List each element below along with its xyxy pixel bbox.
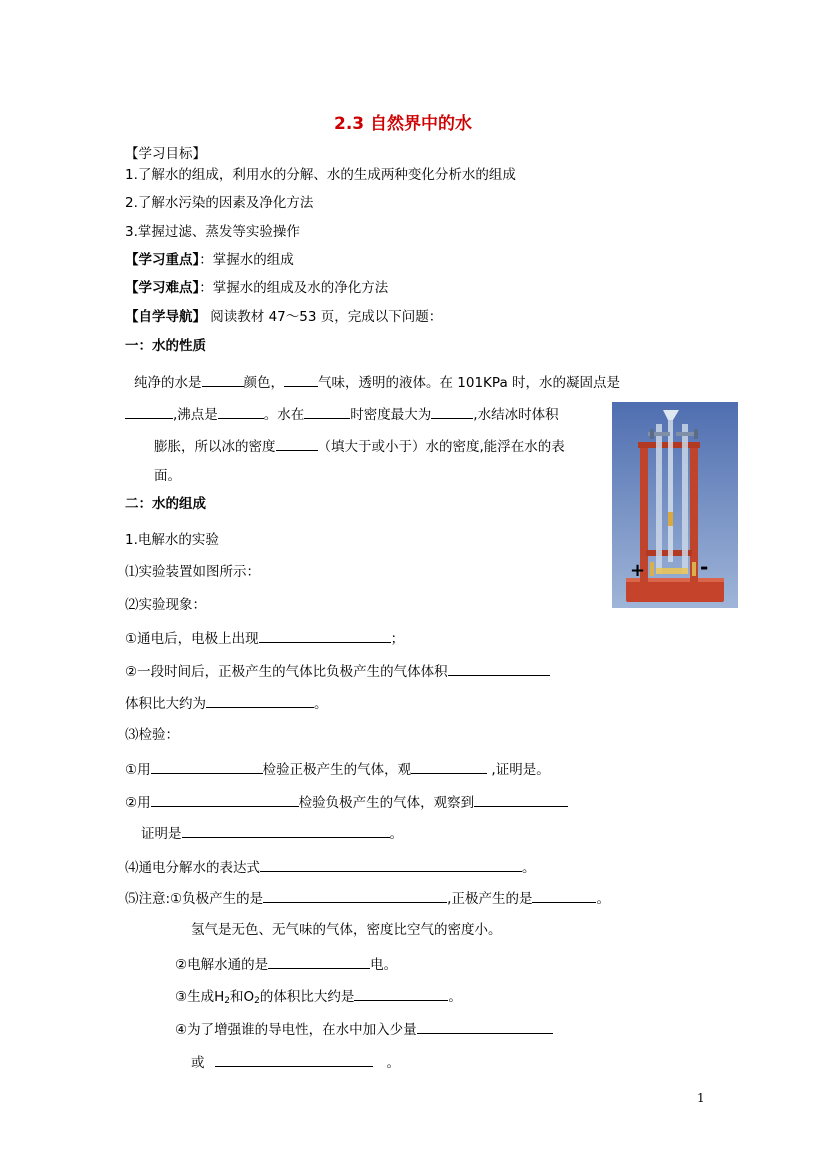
blank <box>260 857 522 872</box>
text: 。水在 <box>263 407 305 423</box>
subscript: 2 <box>254 996 260 1006</box>
glass-tube-left <box>656 424 662 574</box>
text: ,沸点是 <box>173 407 218 423</box>
test-positive <box>125 759 550 779</box>
positive-label: + <box>630 560 646 581</box>
text: 。 <box>314 696 328 712</box>
text: ④为了增强谁的导电性，在水中加入少量 <box>175 1022 417 1038</box>
text: 膨胀，所以冰的密度 <box>154 439 276 455</box>
page-title: 2.3 自然界中的水 <box>334 114 473 134</box>
key-point-line <box>125 251 294 269</box>
blank <box>268 954 370 969</box>
blank <box>431 404 473 419</box>
text: ⑸注意:①负极产生的是 <box>125 891 264 907</box>
valve-right <box>694 429 698 439</box>
text: 证明是 <box>141 826 182 842</box>
phenomenon-2 <box>125 661 550 681</box>
test-heading: ⑶检验： <box>125 727 179 743</box>
text: ⑷通电分解水的表达式 <box>125 860 260 876</box>
text: ,水结冰时体积 <box>473 407 559 423</box>
water-properties-line4: 面。 <box>154 468 181 484</box>
expression-line <box>125 857 536 877</box>
apparatus-caption: ⑴实验装置如图所示： <box>125 564 260 580</box>
text: 。 <box>389 826 403 842</box>
blank <box>448 661 550 676</box>
blank <box>284 372 318 387</box>
bottom-connector <box>656 568 688 574</box>
blank <box>215 1052 373 1067</box>
blank <box>151 792 299 807</box>
apparatus-base <box>626 580 724 602</box>
blank <box>259 628 391 643</box>
electrolysis-heading: 1.电解水的实验 <box>125 532 219 548</box>
phenomenon-2-ratio <box>125 693 328 713</box>
goals-heading: 【学习目标】 <box>125 146 206 162</box>
text: （填大于或小于）水的密度,能浮在水的表 <box>317 439 565 455</box>
electrode-right <box>692 562 696 576</box>
self-study-text: 阅读教材 47～53 页，完成以下问题： <box>206 309 443 325</box>
text: 的体积比大约是 <box>259 989 355 1005</box>
blank <box>151 759 263 774</box>
text: 时密度最大为 <box>350 407 432 423</box>
phenomenon-1 <box>125 628 404 648</box>
electrolysis-apparatus-figure <box>612 402 738 608</box>
key-point-label: 【学习重点】 <box>125 252 200 268</box>
text: 气味，透明的液体。在 101KPa 时，水的凝固点是 <box>318 375 621 391</box>
blank <box>474 792 568 807</box>
blank <box>206 693 314 708</box>
glass-tube-right <box>682 424 688 574</box>
blank <box>125 404 173 419</box>
note-hydrogen: 氢气是无色、无气味的气体，密度比空气的密度小。 <box>191 922 502 938</box>
text: 。 <box>448 989 462 1005</box>
valve-left <box>650 429 654 439</box>
difficulty-label: 【学习难点】 <box>125 280 200 296</box>
self-study-label: 【自学导航】 <box>125 309 206 325</box>
text: H <box>214 989 225 1005</box>
note-4 <box>175 1019 553 1039</box>
text: ③生成 <box>175 989 215 1005</box>
text: ； <box>390 631 405 647</box>
text: ②用 <box>125 795 151 811</box>
key-point-text: ：掌握水的组成 <box>199 252 294 268</box>
section1-heading: 一：水的性质 <box>125 338 206 354</box>
page-number: 1 <box>697 1091 705 1105</box>
blank <box>276 436 318 451</box>
difficulty-line <box>125 279 388 297</box>
water-properties-line2 <box>125 404 559 424</box>
text: 颜色， <box>243 375 284 391</box>
note-3 <box>175 986 462 1010</box>
note-1 <box>125 888 610 908</box>
blank <box>218 404 264 419</box>
frame-right-post <box>690 444 698 582</box>
negative-label: - <box>700 555 709 579</box>
text: 。 <box>522 860 536 876</box>
blank <box>304 404 350 419</box>
text: 或 <box>191 1055 205 1071</box>
goal-item: 1.了解水的组成，利用水的分解、水的生成两种变化分析水的组成 <box>125 167 516 183</box>
test-negative <box>125 792 568 812</box>
text: 和 <box>230 989 244 1005</box>
text: 。 <box>596 891 610 907</box>
text: 检验正极产生的气体，观 <box>262 762 412 778</box>
blank <box>532 888 596 903</box>
blank <box>417 1019 553 1034</box>
water-properties-line3 <box>154 436 565 456</box>
text: ①通电后，电极上出现 <box>125 631 259 647</box>
section2-heading: 二：水的组成 <box>125 496 206 512</box>
text: 检验负极产生的气体，观察到 <box>298 795 475 811</box>
water-properties-line1 <box>134 372 620 392</box>
text: ②电解水通的是 <box>175 957 269 973</box>
text: ,证明是。 <box>487 762 550 778</box>
difficulty-text: ：掌握水的组成及水的净化方法 <box>199 280 389 296</box>
text: ,正极产生的是 <box>447 891 533 907</box>
blank <box>202 372 244 387</box>
middle-clamp <box>668 512 673 526</box>
self-study-line <box>125 308 442 326</box>
text: ②一段时间后，正极产生的气体比负极产生的气体体积 <box>125 664 448 680</box>
blank <box>182 823 390 838</box>
subscript: 2 <box>224 996 230 1006</box>
blank <box>263 888 447 903</box>
goal-item: 3.掌握过滤、蒸发等实验操作 <box>125 224 300 240</box>
test-negative-proof <box>141 823 403 843</box>
note-5 <box>191 1052 400 1072</box>
blank <box>354 986 448 1001</box>
phenomena-heading: ⑵实验现象： <box>125 597 206 613</box>
goal-item: 2.了解水污染的因素及净化方法 <box>125 195 314 211</box>
electrode-left <box>650 562 654 576</box>
text: 电。 <box>370 957 398 973</box>
text: 纯净的水是 <box>134 375 202 391</box>
blank <box>411 759 487 774</box>
text: 体积比大约为 <box>125 696 206 712</box>
text: 。 <box>386 1055 400 1071</box>
text: O <box>243 989 255 1005</box>
note-2 <box>175 954 397 974</box>
text: ①用 <box>125 762 151 778</box>
